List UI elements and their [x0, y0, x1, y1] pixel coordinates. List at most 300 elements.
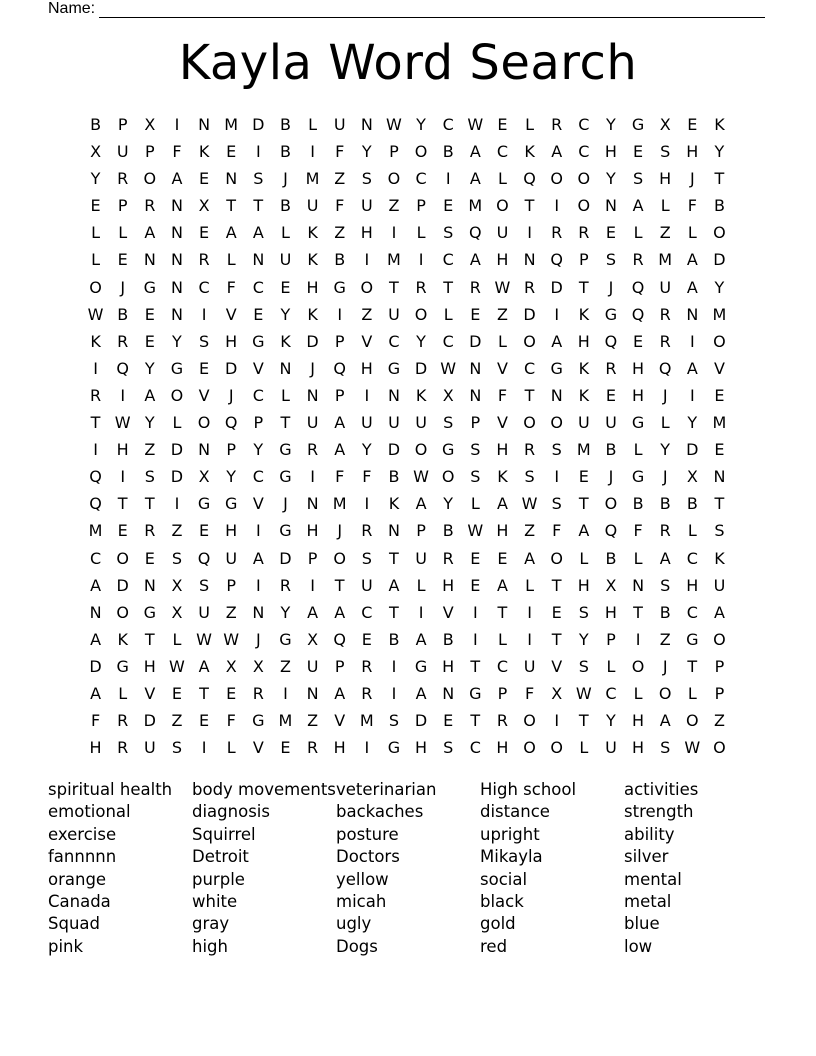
- grid-cell: D: [550, 277, 563, 297]
- word-item: exercise: [48, 824, 117, 844]
- grid-cell: C: [388, 331, 400, 351]
- grid-cell: R: [117, 738, 129, 758]
- grid-cell: H: [496, 250, 509, 270]
- grid-cell: T: [389, 548, 399, 568]
- grid-cell: H: [116, 440, 129, 460]
- grid-cell: I: [689, 385, 695, 405]
- grid-cell: A: [252, 223, 264, 243]
- grid-cell: Z: [225, 602, 237, 622]
- grid-cell: I: [310, 575, 315, 595]
- word-item: white: [192, 892, 238, 912]
- grid-cell: T: [578, 711, 589, 731]
- grid-cell: Z: [524, 521, 536, 541]
- grid-cell: I: [255, 521, 261, 541]
- grid-cell: N: [632, 575, 645, 595]
- grid-cell: T: [470, 656, 481, 676]
- grid-cell: L: [443, 304, 453, 324]
- grid-cell: B: [388, 629, 400, 649]
- grid-cell: B: [388, 467, 400, 487]
- word-item: ugly: [336, 914, 372, 934]
- grid-cell: F: [362, 467, 372, 487]
- grid-cell: H: [306, 277, 319, 297]
- grid-cell: G: [333, 277, 346, 297]
- grid-cell: Y: [361, 440, 372, 460]
- name-label: Name:: [48, 0, 96, 17]
- grid-cell: T: [714, 169, 725, 189]
- grid-cell: O: [387, 169, 401, 189]
- word-item: gold: [480, 914, 516, 934]
- grid-cell: H: [496, 738, 509, 758]
- grid-cell: U: [388, 413, 400, 433]
- word-list: [48, 779, 768, 958]
- grid-cell: L: [687, 521, 697, 541]
- grid-cell: Z: [171, 711, 183, 731]
- grid-cell: C: [469, 738, 481, 758]
- grid-cell: F: [226, 277, 236, 297]
- grid-cell: N: [686, 304, 699, 324]
- grid-cell: X: [307, 629, 319, 649]
- grid-cell: M: [712, 413, 727, 433]
- grid-cell: R: [469, 277, 481, 297]
- grid-cell: N: [89, 602, 102, 622]
- grid-cell: Y: [578, 629, 589, 649]
- grid-cell: P: [389, 142, 399, 162]
- grid-cell: N: [604, 196, 617, 216]
- grid-cell: A: [524, 548, 536, 568]
- grid-cell: C: [496, 656, 509, 676]
- grid-cell: W: [494, 277, 511, 297]
- grid-cell: U: [360, 413, 373, 433]
- grid-cell: X: [198, 196, 210, 216]
- grid-cell: O: [414, 304, 428, 324]
- grid-cell: E: [199, 711, 210, 731]
- grid-cell: C: [252, 277, 264, 297]
- grid-cell: N: [170, 196, 183, 216]
- grid-cell: W: [467, 521, 484, 541]
- grid-cell: X: [144, 115, 156, 134]
- grid-cell: K: [497, 467, 508, 487]
- grid-cell: C: [496, 142, 509, 162]
- grid-cell: S: [605, 250, 617, 270]
- grid-cell: O: [170, 385, 184, 405]
- word-item: blue: [624, 914, 660, 934]
- grid-cell: T: [524, 385, 535, 405]
- grid-cell: L: [660, 413, 670, 433]
- grid-cell: U: [279, 250, 292, 270]
- grid-cell: K: [415, 385, 427, 405]
- grid-cell: H: [225, 521, 238, 541]
- grid-cell: C: [89, 548, 102, 568]
- grid-cell: T: [144, 629, 155, 649]
- grid-cell: L: [633, 223, 643, 243]
- grid-cell: G: [279, 629, 292, 649]
- grid-cell: I: [472, 629, 478, 649]
- grid-cell: T: [470, 711, 481, 731]
- grid-cell: G: [252, 331, 265, 351]
- grid-cell: N: [387, 385, 400, 405]
- grid-cell: Y: [714, 142, 725, 162]
- grid-cell: T: [497, 602, 508, 622]
- grid-cell: P: [334, 656, 345, 676]
- grid-cell: K: [307, 250, 318, 270]
- grid-cell: F: [172, 142, 182, 162]
- grid-cell: B: [279, 115, 291, 134]
- grid-cell: G: [279, 440, 292, 460]
- grid-cell: D: [143, 711, 156, 731]
- grid-cell: I: [689, 331, 695, 351]
- grid-cell: E: [605, 385, 616, 405]
- grid-cell: A: [632, 196, 644, 216]
- grid-cell: D: [713, 250, 726, 270]
- grid-cell: X: [659, 115, 671, 134]
- word-item: body movements: [192, 780, 336, 799]
- grid-cell: M: [88, 521, 103, 541]
- grid-cell: G: [604, 304, 618, 324]
- name-field: [48, 0, 765, 18]
- grid-cell: R: [361, 521, 373, 541]
- grid-cell: F: [90, 711, 101, 731]
- grid-cell: Q: [604, 521, 618, 541]
- grid-cell: U: [116, 142, 129, 162]
- grid-cell: D: [469, 331, 482, 351]
- grid-cell: K: [714, 115, 725, 134]
- grid-cell: N: [469, 385, 482, 405]
- grid-cell: J: [255, 629, 261, 649]
- word-item: Dogs: [336, 936, 378, 956]
- grid-cell: A: [415, 494, 427, 514]
- grid-cell: I: [527, 629, 532, 649]
- grid-cell: A: [144, 385, 156, 405]
- grid-cell: S: [551, 440, 562, 460]
- grid-cell: O: [550, 738, 563, 758]
- grid-cell: J: [662, 656, 668, 676]
- grid-cell: S: [253, 169, 264, 189]
- grid-cell: F: [335, 196, 345, 216]
- grid-cell: G: [279, 521, 292, 541]
- grid-cell: E: [144, 304, 155, 324]
- grid-cell: V: [551, 656, 563, 676]
- grid-cell: C: [415, 169, 427, 189]
- grid-cell: A: [686, 358, 698, 378]
- grid-cell: A: [469, 142, 481, 162]
- grid-cell: R: [361, 656, 373, 676]
- grid-cell: E: [633, 331, 644, 351]
- grid-cell: L: [497, 331, 507, 351]
- grid-cell: N: [387, 521, 400, 541]
- grid-cell: K: [388, 494, 400, 514]
- grid-cell: E: [117, 521, 128, 541]
- word-item: Doctors: [336, 847, 400, 867]
- grid-cell: I: [283, 683, 288, 703]
- grid-cell: P: [578, 250, 589, 270]
- grid-cell: Y: [660, 440, 671, 460]
- word-item: silver: [624, 847, 669, 867]
- grid-cell: U: [388, 304, 400, 324]
- grid-cell: D: [306, 331, 319, 351]
- grid-cell: A: [144, 223, 156, 243]
- grid-cell: E: [199, 169, 210, 189]
- grid-cell: G: [224, 494, 238, 514]
- grid-cell: E: [226, 683, 237, 703]
- grid-cell: O: [713, 331, 726, 351]
- word-item: diagnosis: [192, 802, 270, 822]
- grid-cell: A: [551, 331, 563, 351]
- grid-cell: R: [415, 277, 427, 297]
- grid-cell: Y: [144, 358, 155, 378]
- grid-cell: P: [334, 331, 345, 351]
- grid-cell: N: [306, 385, 319, 405]
- grid-cell: D: [414, 711, 428, 731]
- grid-cell: N: [252, 250, 265, 270]
- grid-cell: Y: [280, 304, 291, 324]
- grid-cell: T: [280, 413, 291, 433]
- grid-cell: R: [659, 304, 671, 324]
- grid-cell: A: [334, 602, 346, 622]
- grid-cell: L: [497, 169, 507, 189]
- grid-cell: B: [686, 494, 698, 514]
- grid-cell: A: [659, 711, 671, 731]
- grid-cell: Y: [606, 169, 616, 189]
- grid-cell: H: [415, 738, 428, 758]
- word-item: backaches: [336, 802, 424, 822]
- grid-cell: E: [578, 467, 589, 487]
- grid-cell: C: [578, 115, 590, 134]
- grid-cell: B: [713, 196, 725, 216]
- grid-cell: E: [361, 629, 372, 649]
- grid-cell: Z: [388, 196, 400, 216]
- grid-cell: Y: [687, 413, 698, 433]
- grid-cell: O: [550, 548, 563, 568]
- grid-cell: C: [578, 142, 590, 162]
- grid-cell: Z: [659, 223, 671, 243]
- grid-cell: I: [201, 304, 207, 324]
- grid-cell: O: [658, 683, 672, 703]
- grid-cell: O: [496, 196, 509, 216]
- word-item: pink: [48, 936, 84, 956]
- grid-cell: U: [306, 413, 319, 433]
- grid-cell: W: [87, 304, 104, 324]
- grid-cell: O: [143, 169, 157, 189]
- grid-cell: I: [391, 683, 397, 703]
- grid-cell: E: [117, 250, 128, 270]
- grid-cell: U: [659, 277, 672, 297]
- grid-cell: R: [524, 440, 536, 460]
- grid-cell: U: [415, 413, 427, 433]
- grid-cell: G: [441, 440, 455, 460]
- grid-cell: P: [226, 440, 237, 460]
- grid-cell: O: [713, 223, 726, 243]
- grid-cell: N: [442, 683, 455, 703]
- grid-cell: A: [496, 494, 508, 514]
- grid-cell: R: [252, 683, 264, 703]
- grid-cell: R: [496, 711, 508, 731]
- grid-cell: Z: [659, 629, 671, 649]
- word-item: orange: [48, 869, 107, 889]
- grid-cell: W: [196, 629, 212, 649]
- grid-cell: S: [660, 575, 671, 595]
- grid-cell: H: [306, 521, 319, 541]
- grid-cell: Y: [443, 494, 454, 514]
- grid-cell: B: [605, 440, 617, 460]
- grid-cell: E: [443, 711, 454, 731]
- grid-cell: J: [337, 521, 343, 541]
- grid-cell: E: [443, 196, 454, 216]
- grid-cell: J: [662, 467, 668, 487]
- grid-cell: S: [171, 738, 183, 758]
- grid-cell: B: [334, 250, 346, 270]
- grid-cell: Q: [604, 331, 618, 351]
- grid-cell: T: [389, 602, 399, 622]
- word-item: purple: [192, 869, 245, 889]
- grid-cell: M: [387, 250, 401, 270]
- grid-cell: O: [577, 169, 591, 189]
- grid-cell: I: [93, 358, 98, 378]
- word-item: distance: [480, 802, 550, 822]
- grid-cell: L: [579, 548, 589, 568]
- grid-cell: W: [467, 115, 484, 134]
- grid-cell: H: [577, 575, 590, 595]
- word-item: ability: [624, 824, 675, 844]
- grid-cell: A: [578, 521, 590, 541]
- grid-cell: R: [659, 331, 671, 351]
- word-item: Squirrel: [192, 824, 256, 844]
- grid-cell: K: [578, 358, 590, 378]
- grid-cell: R: [659, 521, 671, 541]
- grid-cell: O: [333, 548, 346, 568]
- grid-cell: I: [364, 385, 370, 405]
- grid-cell: T: [334, 575, 345, 595]
- grid-cell: H: [577, 331, 590, 351]
- grid-cell: I: [174, 115, 180, 134]
- grid-cell: A: [659, 548, 671, 568]
- grid-cell: O: [441, 467, 455, 487]
- grid-cell: X: [686, 467, 698, 487]
- grid-cell: W: [386, 115, 402, 134]
- grid-cell: I: [391, 223, 397, 243]
- grid-cell: H: [496, 440, 509, 460]
- grid-cell: S: [388, 711, 400, 731]
- grid-cell: L: [525, 575, 535, 595]
- grid-cell: W: [521, 494, 538, 514]
- grid-cell: S: [198, 575, 210, 595]
- word-item: black: [480, 892, 524, 912]
- grid-cell: G: [550, 358, 563, 378]
- grid-cell: C: [686, 602, 698, 622]
- grid-cell: A: [496, 575, 508, 595]
- grid-cell: A: [90, 629, 102, 649]
- grid-cell: G: [143, 277, 157, 297]
- grid-cell: T: [90, 413, 101, 433]
- grid-cell: W: [575, 683, 592, 703]
- grid-cell: L: [606, 656, 616, 676]
- grid-cell: C: [686, 548, 698, 568]
- word-item: yellow: [336, 869, 389, 889]
- grid-cell: T: [199, 683, 209, 703]
- grid-cell: S: [470, 467, 481, 487]
- grid-cell: V: [334, 711, 346, 731]
- grid-cell: L: [687, 223, 697, 243]
- grid-cell: H: [659, 169, 672, 189]
- grid-cell: A: [686, 250, 698, 270]
- grid-cell: S: [443, 223, 454, 243]
- grid-cell: C: [442, 250, 454, 270]
- grid-cell: O: [89, 277, 102, 297]
- grid-cell: N: [550, 385, 563, 405]
- word-item: emotional: [48, 802, 131, 822]
- grid-cell: L: [660, 196, 670, 216]
- grid-cell: B: [605, 548, 617, 568]
- grid-cell: B: [90, 115, 102, 134]
- grid-cell: S: [470, 440, 481, 460]
- grid-cell: B: [279, 142, 291, 162]
- grid-cell: V: [144, 683, 156, 703]
- grid-cell: T: [578, 494, 589, 514]
- word-item: fannnnn: [48, 847, 117, 867]
- grid-cell: I: [472, 602, 478, 622]
- grid-cell: H: [360, 358, 373, 378]
- grid-cell: P: [416, 521, 426, 541]
- letter-grid: [82, 111, 733, 761]
- grid-cell: I: [201, 738, 207, 758]
- grid-cell: E: [280, 277, 291, 297]
- grid-cell: S: [524, 467, 535, 487]
- grid-cell: T: [226, 196, 237, 216]
- grid-cell: R: [551, 115, 563, 134]
- grid-cell: U: [225, 548, 238, 568]
- grid-cell: Q: [333, 358, 346, 378]
- grid-cell: W: [440, 358, 457, 378]
- grid-cell: B: [442, 521, 454, 541]
- grid-cell: M: [576, 440, 591, 460]
- grid-cell: E: [605, 223, 616, 243]
- grid-cell: X: [171, 575, 183, 595]
- grid-cell: R: [578, 223, 590, 243]
- grid-cell: E: [497, 548, 508, 568]
- grid-cell: F: [335, 142, 345, 162]
- grid-cell: E: [90, 196, 101, 216]
- grid-cell: D: [387, 440, 401, 460]
- grid-cell: N: [306, 683, 319, 703]
- grid-cell: T: [443, 277, 454, 297]
- grid-cell: O: [550, 169, 563, 189]
- grid-cell: C: [252, 467, 264, 487]
- grid-cell: Z: [496, 304, 508, 324]
- word-item: micah: [336, 892, 387, 912]
- grid-cell: L: [525, 115, 535, 134]
- grid-cell: G: [252, 711, 265, 731]
- grid-cell: L: [91, 223, 101, 243]
- grid-cell: M: [278, 711, 293, 731]
- grid-cell: K: [90, 331, 101, 351]
- grid-cell: U: [577, 413, 590, 433]
- grid-cell: M: [712, 304, 727, 324]
- grid-cell: A: [334, 440, 346, 460]
- grid-cell: A: [171, 169, 183, 189]
- grid-cell: Y: [253, 440, 264, 460]
- grid-cell: D: [89, 656, 102, 676]
- grid-cell: L: [280, 223, 290, 243]
- grid-cell: Q: [631, 277, 645, 297]
- grid-cell: H: [632, 711, 645, 731]
- word-item: posture: [336, 824, 399, 844]
- grid-cell: U: [143, 738, 156, 758]
- grid-cell: K: [524, 142, 535, 162]
- word-item: strength: [624, 802, 694, 822]
- grid-cell: T: [551, 575, 562, 595]
- grid-cell: A: [307, 602, 319, 622]
- grid-cell: I: [364, 738, 370, 758]
- grid-cell: B: [442, 142, 454, 162]
